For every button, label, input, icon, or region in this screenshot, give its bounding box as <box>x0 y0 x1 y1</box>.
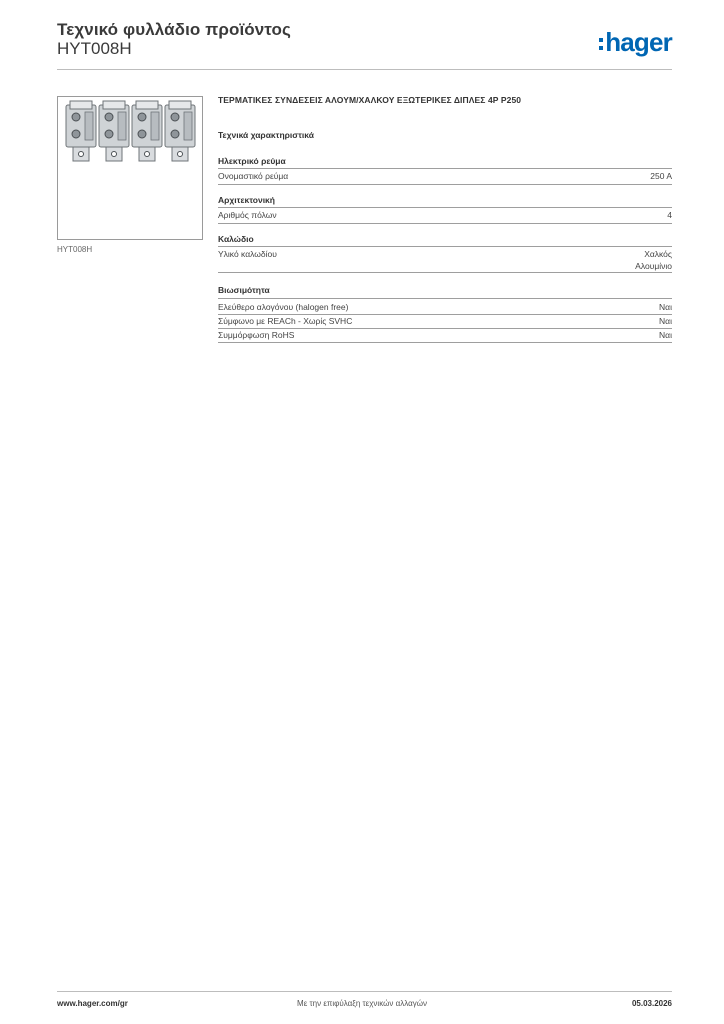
spec-label: Συμμόρφωση RoHS <box>218 330 295 340</box>
terminal-connectors-illustration <box>58 97 202 239</box>
row-divider <box>218 342 672 343</box>
footer-divider <box>57 991 672 992</box>
footer-notice: Με την επιφύλαξη τεχνικών αλλαγών <box>297 999 427 1008</box>
spec-row-halogen-free <box>218 302 672 313</box>
spec-row-reach <box>218 316 672 327</box>
hager-logo <box>599 28 672 56</box>
logo-dots-icon <box>599 38 603 50</box>
specs-section-title: Τεχνικά χαρακτηριστικά <box>218 130 314 140</box>
spec-label: Υλικό καλωδίου <box>218 249 277 259</box>
product-name: ΤΕΡΜΑΤΙΚΕΣ ΣΥΝΔΕΣΕΙΣ ΑΛΟΥΜ/ΧΑΛΚΟΥ ΕΞΩΤΕΡΙΚΕΣ ΔΙΠΛΕΣ 4P P250 <box>218 95 522 105</box>
spec-value: 250 A <box>650 171 672 181</box>
row-divider <box>218 328 672 329</box>
group-divider <box>218 246 672 247</box>
spec-row-rated-current <box>218 171 672 182</box>
group-title-sustainability: Βιωσιμότητα <box>218 285 270 295</box>
spec-value-2: Αλουμίνιο <box>635 261 672 271</box>
spec-value: 4 <box>667 210 672 220</box>
page-header <box>57 20 672 70</box>
row-divider <box>218 223 672 224</box>
row-divider <box>218 314 672 315</box>
spec-label: Ονομαστικό ρεύμα <box>218 171 289 181</box>
logo-text: hager <box>605 27 672 57</box>
spec-value: Ναι <box>659 330 672 340</box>
spec-label: Αριθμός πόλων <box>218 210 277 220</box>
footer-website[interactable]: www.hager.com/gr <box>57 999 128 1008</box>
product-code: HYT008H <box>57 39 132 58</box>
group-title-architecture: Αρχιτεκτονική <box>218 195 275 205</box>
spec-row-poles <box>218 210 672 221</box>
product-details <box>218 95 672 340</box>
spec-value: Χαλκός <box>644 249 672 259</box>
page-title: Τεχνικό φυλλάδιο προϊόντος <box>57 20 291 39</box>
group-divider <box>218 207 672 208</box>
product-image <box>57 96 203 240</box>
header-divider <box>57 69 672 70</box>
group-divider <box>218 298 672 299</box>
spec-value: Ναι <box>659 316 672 326</box>
group-title-electric-current: Ηλεκτρικό ρεύμα <box>218 156 286 166</box>
row-divider <box>218 184 672 185</box>
group-title-cable: Καλώδιο <box>218 234 254 244</box>
spec-label: Σύμφωνο με REACh - Χωρίς SVHC <box>218 316 353 326</box>
group-divider <box>218 168 672 169</box>
footer-date: 05.03.2026 <box>631 999 672 1008</box>
row-divider <box>218 272 672 273</box>
spec-label: Ελεύθερο αλογόνου (halogen free) <box>218 302 349 312</box>
product-image-caption: HYT008H <box>57 245 93 254</box>
spec-row-rohs <box>218 330 672 341</box>
spec-row-cable-material <box>218 249 672 273</box>
spec-value: Ναι <box>659 302 672 312</box>
